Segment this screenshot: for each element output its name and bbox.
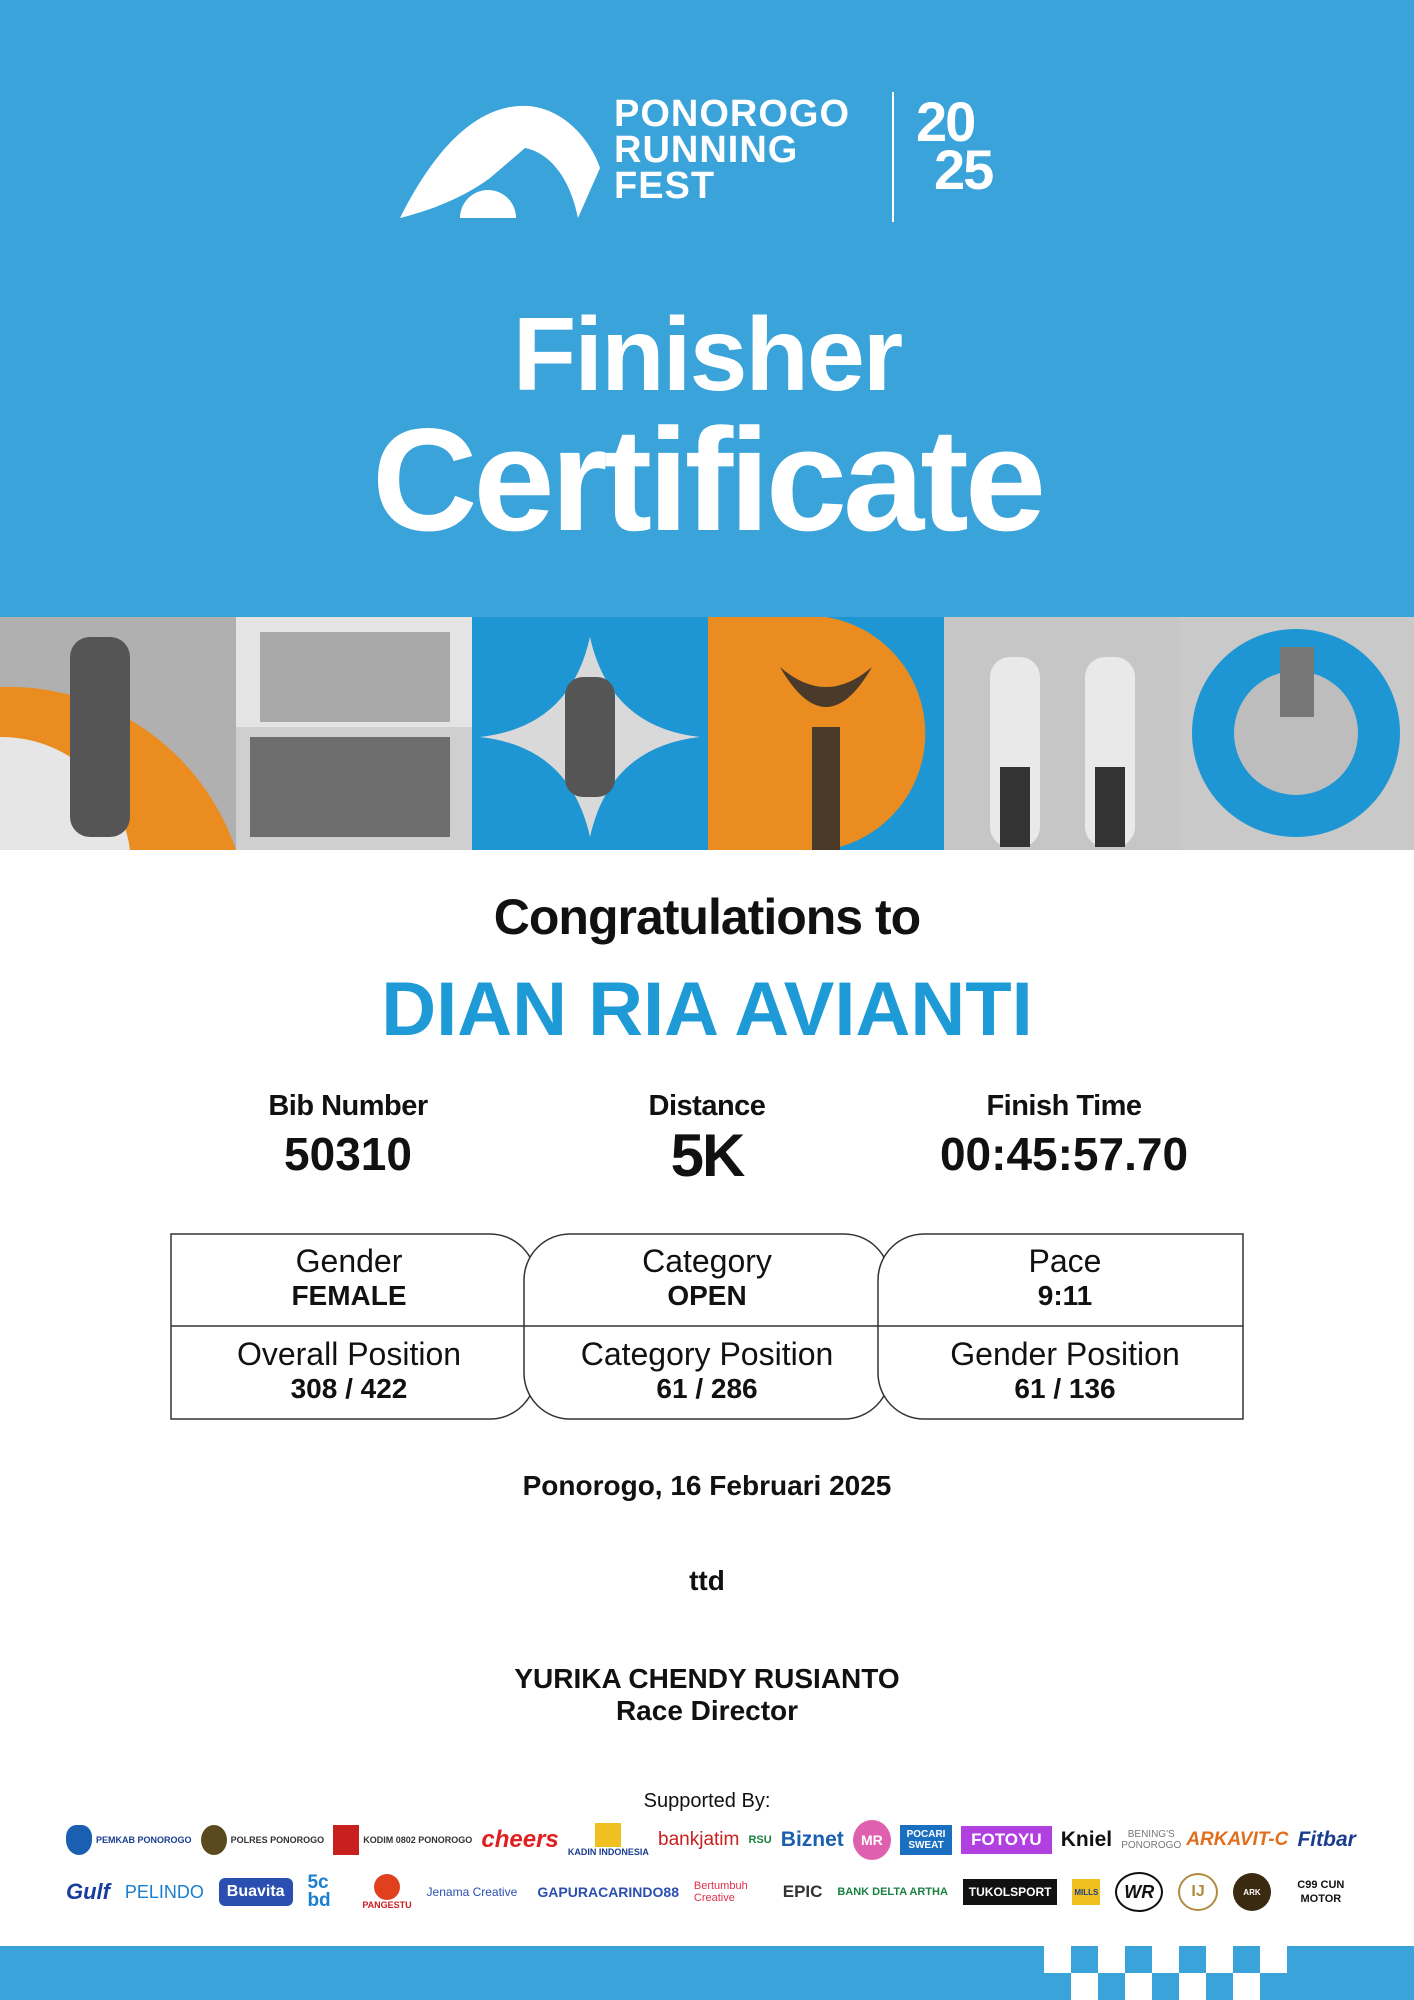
sponsor-logo: POCARI SWEAT	[900, 1825, 952, 1855]
sponsor-logo: C99 CUN MOTOR	[1297, 1879, 1345, 1905]
footer-checker-pattern	[1044, 1946, 1294, 2000]
sponsor-logo: BENING'S PONOROGO	[1121, 1829, 1182, 1851]
certificate-title-certificate: Certificate	[371, 398, 1043, 561]
detail-value: 61 / 136	[1014, 1373, 1116, 1404]
stat-label: Finish Time	[986, 1090, 1142, 1122]
sponsor-logo: Jenama Creative	[426, 1884, 518, 1899]
detail-gender-position	[886, 1336, 1244, 1406]
sponsor-logo: PEMKAB PONOROGO	[66, 1820, 192, 1860]
stat-value: 50310	[284, 1128, 412, 1180]
sponsor-logo: MR	[853, 1820, 891, 1860]
detail-value: 9:11	[1037, 1280, 1093, 1311]
detail-pace	[886, 1243, 1244, 1313]
sponsor-logo: GAPURACARINDO88	[537, 1884, 679, 1900]
detail-label: Gender Position	[950, 1336, 1180, 1372]
signature-ttd: ttd	[689, 1565, 725, 1596]
logo-divider	[892, 92, 894, 222]
sponsor-logo: Biznet	[780, 1828, 844, 1851]
sponsor-logos-row-1	[66, 1820, 1356, 1860]
logo-line-3: FEST	[614, 165, 716, 207]
photo-panel-people	[944, 617, 1180, 850]
sponsor-logo: cheers	[481, 1826, 559, 1853]
detail-category-position	[528, 1336, 886, 1406]
sponsor-logo: IJ	[1178, 1873, 1218, 1911]
stat-finish-time	[884, 1090, 1244, 1181]
running-fest-logo-mark	[400, 98, 600, 218]
sponsor-logo: POLRES PONOROGO	[201, 1820, 325, 1860]
sponsor-logo: FOTOYU	[961, 1826, 1052, 1854]
stat-label: Distance	[648, 1090, 766, 1122]
detail-overall-position	[170, 1336, 528, 1406]
event-logo	[400, 92, 1020, 232]
detail-label: Gender	[295, 1243, 403, 1279]
sponsor-logo: KODIM 0802 PONOROGO	[333, 1820, 472, 1860]
sponsor-logo: KADIN INDONESIA	[568, 1820, 649, 1860]
sponsor-logos-row-2	[66, 1872, 1356, 1912]
detail-value: FEMALE	[291, 1280, 407, 1311]
year-top: 20	[916, 90, 975, 153]
sponsor-logo: PANGESTU	[362, 1872, 411, 1912]
detail-label: Pace	[1028, 1243, 1102, 1279]
sponsor-logo: Gulf	[66, 1879, 110, 1904]
signatory-role: Race Director	[615, 1695, 799, 1726]
sponsor-logo: EPIC	[782, 1882, 823, 1901]
sponsor-logo: WR	[1115, 1872, 1163, 1912]
sponsor-logo: Fitbar	[1297, 1828, 1356, 1851]
logo-line-1: PONOROGO	[614, 93, 851, 135]
stat-value: 5K	[670, 1122, 744, 1189]
sponsor-logo: ARK	[1233, 1873, 1271, 1911]
sponsor-logo: RSU	[748, 1834, 772, 1846]
sponsor-logo: TUKOLSPORT	[963, 1879, 1058, 1905]
detail-value: OPEN	[667, 1280, 747, 1311]
event-year	[916, 90, 993, 201]
detail-value: 61 / 286	[656, 1373, 758, 1404]
sponsor-logo: Bertumbuh Creative	[693, 1880, 748, 1904]
sponsors-heading: Supported By:	[643, 1790, 771, 1812]
sponsor-logo: BANK DELTA ARTHA	[837, 1886, 948, 1898]
sponsor-logo: PELINDO	[124, 1881, 204, 1902]
stat-label: Bib Number	[268, 1090, 428, 1122]
certificate-title-finisher: Finisher	[512, 297, 902, 413]
detail-gender	[170, 1243, 528, 1313]
recipient-name: DIAN RIA AVIANTI	[381, 967, 1033, 1052]
detail-value: 308 / 422	[290, 1373, 408, 1404]
sponsor-logo: 5c bd	[307, 1872, 331, 1911]
stat-value: 00:45:57.70	[939, 1128, 1189, 1180]
stat-distance	[527, 1090, 887, 1190]
sponsor-logo: bankjatim	[658, 1829, 740, 1850]
sponsor-logo: Kniel	[1060, 1828, 1113, 1851]
greeting-text: Congratulations to	[493, 889, 921, 945]
detail-label: Overall Position	[236, 1336, 462, 1372]
event-logo-text	[614, 93, 851, 207]
sponsor-logo: MILLS	[1072, 1879, 1100, 1905]
sponsor-logo: Buavita	[219, 1878, 293, 1906]
stat-bib-number	[168, 1090, 528, 1181]
detail-label: Category Position	[580, 1336, 834, 1372]
detail-label: Category	[642, 1243, 772, 1279]
sponsor-logo: ARKAVIT-C	[1186, 1829, 1289, 1850]
photo-collage-strip	[0, 617, 1414, 850]
place-and-date: Ponorogo, 16 Februari 2025	[522, 1470, 892, 1501]
year-bottom: 25	[934, 138, 993, 201]
detail-category	[528, 1243, 886, 1313]
logo-line-2: RUNNING	[614, 129, 799, 171]
certificate-header	[0, 0, 1414, 617]
result-details-grid	[170, 1233, 1244, 1420]
signatory-name: YURIKA CHENDY RUSIANTO	[514, 1663, 900, 1694]
